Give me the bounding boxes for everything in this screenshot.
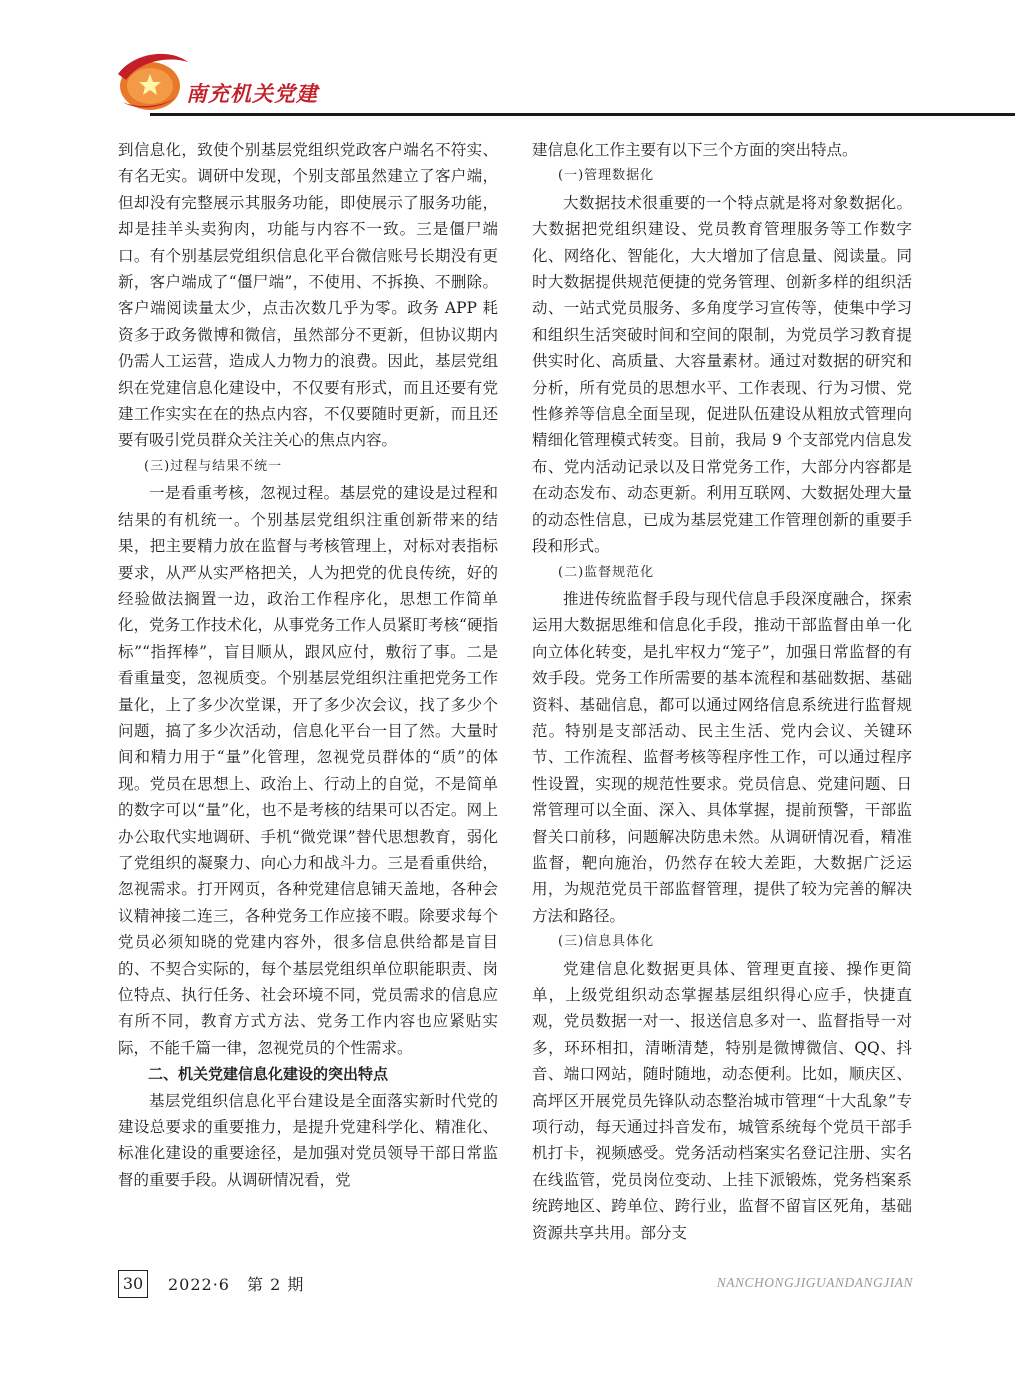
issue-label: 2022·6 第 2 期 bbox=[168, 1275, 305, 1294]
subsection-heading: (二)监督规范化 bbox=[558, 564, 655, 580]
paragraph: 到信息化，致使个别基层党组织党政客户端名不符实、有名无实。调研中发现，个别支部虽然建立了客户端，但却没有完整展示其服务功能，即使展示了服务功能，却是挂羊头卖狗肉，功能与内容不一致。三是僵尸端口。有个别基层党组织信息化平台微信账号长期没有更新，客户端成了“僵尸端”，不使用、不拆换、不删除。客户端阅读量太少，点击次数几乎为零。政务 APP 耗资多于政务微博和微信，虽然部分不更新，但协议期内仍需人工运营，造成人力物力的浪费。因此，基层党组织在党建信息化建设中，不仅要有形式，而且还要有党建工作实实在在的热点内容，不仅要随时更新，而且还要有吸引党员群众关注关心的焦点内容。 bbox=[118, 141, 498, 450]
paragraph: 大数据技术很重要的一个特点就是将对象数据化。大数据把党组织建设、党员教育管理服务等工作数字化、网络化、智能化，大大增加了信息量、阅读量。同时大数据提供规范便捷的党务管理、创新多样的组织活动、一站式党员服务、多角度学习宣传等，使集中学习和组织生活突破时间和空间的限制，为党员学习教育提供实时化、高质量、大容量素材。通过对数据的研究和分析，所有党员的思想水平、工作表现、行为习惯、党性修养等信息全面呈现，促进队伍建设从粗放式管理向精细化管理模式转变。目前，我局 9 个支部党内信息发布、党内活动记录以及日常党务工作，大部分内容都是在动态发布、动态更新。利用互联网、大数据处理大量的动态性信息，已成为基层党建工作管理创新的重要手段和形式。 bbox=[532, 193, 912, 556]
section-heading: 二、机关党建信息化建设的突出特点 bbox=[148, 1065, 389, 1084]
header-rule bbox=[150, 113, 1015, 116]
paragraph: 党建信息化数据更具体、管理更直接、操作更简单，上级党组织动态掌握基层组织得心应手，快捷直观，党员数据一对一、报送信息多对一、监督指导一对多，环环相扣，清晰清楚，特别是微博微信、QQ、抖音、端口网站，随时随地，动态便利。比如，顺庆区、高坪区开展党员先锋队动态整治城市管理“十大乱象”专项行动，每天通过抖音发布，城管系统每个党员干部手机打卡，视频感受。党务活动档案实名登记注册、实名在线监管，党员岗位变动、上挂下派锻炼，党务档案系统跨地区、跨单位、跨行业，监督不留盲区死角，基础资源共享共用。部分支 bbox=[532, 959, 912, 1242]
subsection-heading: (三)信息具体化 bbox=[558, 934, 655, 950]
left-column bbox=[118, 137, 498, 1193]
paragraph: 一是看重考核，忽视过程。基层党的建设是过程和结果的有机统一。个别基层党组织注重创新带来的结果，把主要精力放在监督与考核管理上，对标对表指标要求，从严从实严格把关，人为把党的优良传统，好的经验做法搁置一边，政治工作程序化，思想工作简单化，党务工作技术化，从事党务工作人员紧盯考核“硬指标”“指挥棒”，盲目顺从，跟风应付，敷衍了事。二是看重量变，忽视质变。个别基层党组织注重把党务工作量化，上了多少次堂课，开了多少次会议，找了多少个问题，搞了多少次活动，信息化平台一目了然。大量时间和精力用于“量”化管理，忽视党员群体的“质”的体现。党员在思想上、政治上、行动上的自觉，不是简单的数字可以“量”化，也不是考核的结果可以否定。网上办公取代实地调研、手机“微党课”替代思想教育，弱化了党组织的凝聚力、向心力和战斗力。三是看重供给，忽视需求。打开网页，各种党建信息铺天盖地，各种会议精神接二连三，各种党务工作应接不暇。除要求每个党员必须知晓的党建内容外，很多信息供给都是盲目的、不契合实际的，每个基层党组织单位职能职责、岗位特点、执行任务、社会环境不同，党员需求的信息应有所不同，教育方式方法、党务工作内容也应紧贴实际，不能千篇一律，忽视党员的个性需求。 bbox=[118, 484, 498, 1057]
subsection-heading: (一)管理数据化 bbox=[558, 168, 655, 184]
journal-logo bbox=[110, 44, 190, 114]
journal-pinyin: NANCHONGJIGUANDANGJIAN bbox=[716, 1275, 913, 1290]
paragraph: 基层党组织信息化平台建设是全面落实新时代党的建设总要求的重要推力，是提升党建科学化、精准化、标准化建设的重要途径，是加强对党员领导干部日常监督的重要手段。从调研情况看，党 bbox=[118, 1091, 498, 1189]
right-column bbox=[532, 137, 912, 1246]
paragraph: 建信息化工作主要有以下三个方面的突出特点。 bbox=[532, 141, 858, 159]
page-number: 30 bbox=[118, 1270, 148, 1298]
journal-brand-title: 南充机关党建 bbox=[186, 82, 318, 106]
paragraph: 推进传统监督手段与现代信息手段深度融合，探索运用大数据思维和信息化手段，推动干部监督由单一化向立体化转变，是扎牢权力“笼子”，加强日常监督的有效手段。党务工作所需要的基本流程和基础数据、基础资料、基础信息，都可以通过网络信息系统进行监督规范。特别是支部活动、民主生活、党内会议、关键环节、工作流程、监督考核等程序性工作，可以通过程序性设置，实现的规范性要求。党员信息、党建问题、日常管理可以全面、深入、具体掌握，提前预警，干部监督关口前移，问题解决防患未然。从调研情况看，精准监督，靶向施治，仍然存在较大差距，大数据广泛运用，为规范党员干部监督管理，提供了较为完善的解决方法和路径。 bbox=[532, 589, 912, 925]
subsection-heading: (三)过程与结果不统一 bbox=[144, 458, 283, 474]
